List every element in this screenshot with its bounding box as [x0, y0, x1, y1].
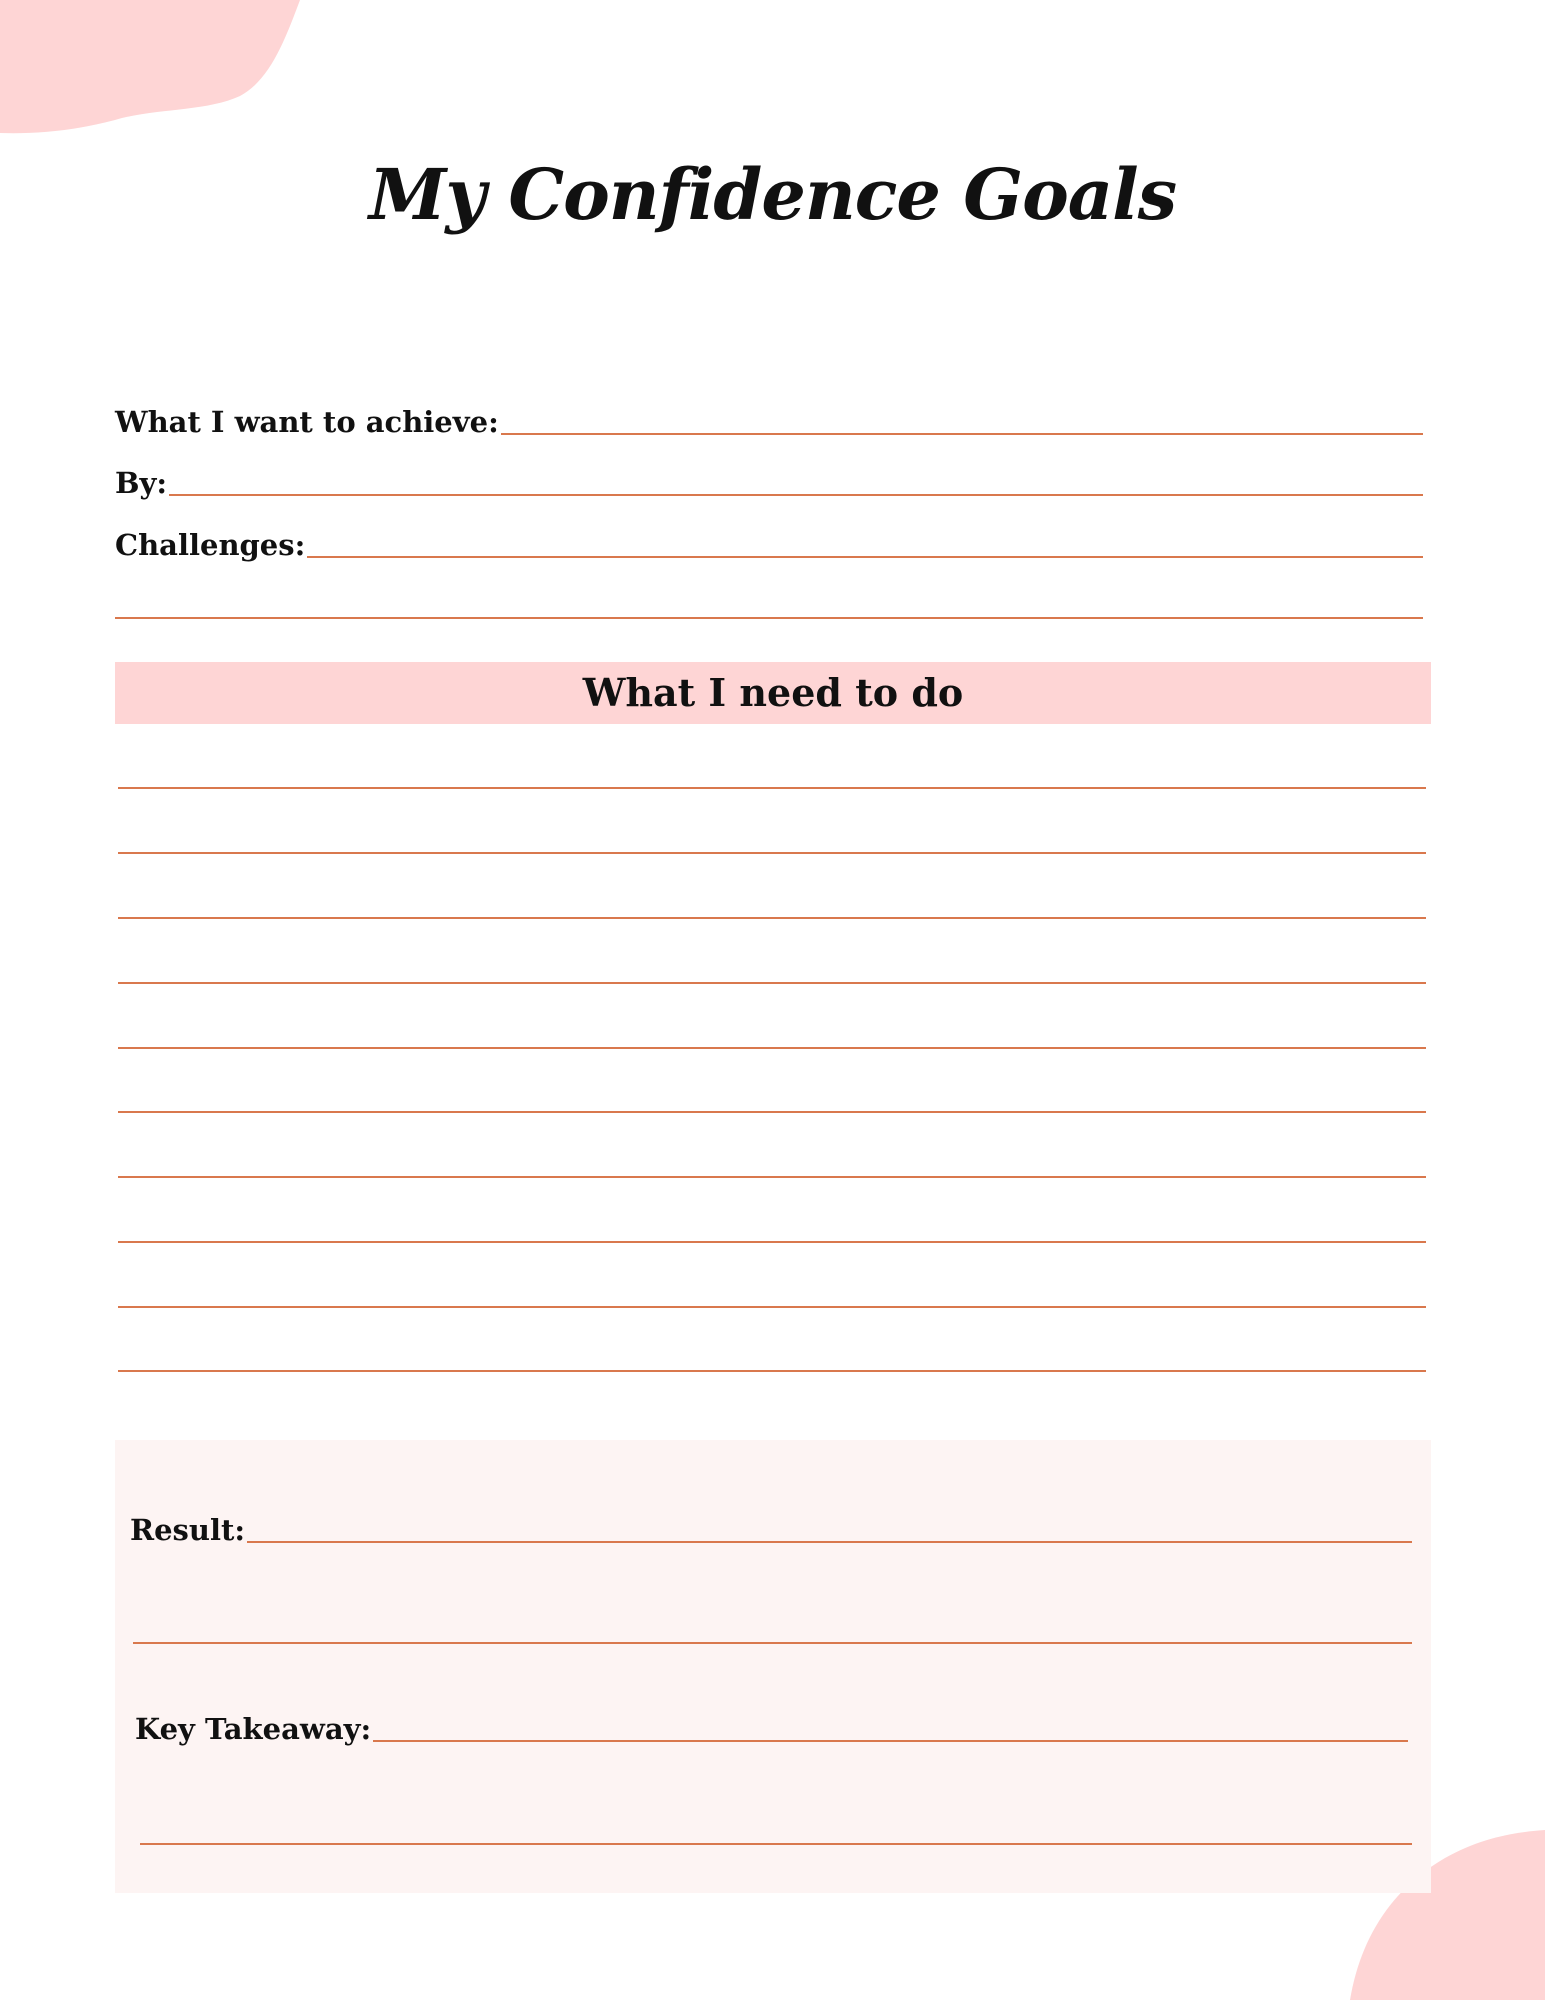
todo-heading-band	[115, 662, 1431, 724]
todo-line[interactable]	[118, 917, 1426, 919]
todo-line[interactable]	[118, 982, 1426, 984]
achieve-label: What I want to achieve:	[115, 405, 499, 439]
by-label: By:	[115, 466, 168, 500]
decorative-blob-top-left	[0, 0, 300, 135]
todo-line[interactable]	[118, 1241, 1426, 1243]
todo-line[interactable]	[118, 1370, 1426, 1372]
todo-heading: What I need to do	[582, 670, 964, 715]
result-write-line[interactable]	[247, 1541, 1412, 1543]
takeaway-write-line[interactable]	[373, 1740, 1408, 1742]
result-label: Result:	[130, 1513, 246, 1547]
page-title: My Confidence Goals	[368, 153, 1177, 236]
by-field[interactable]	[115, 466, 1423, 500]
todo-line[interactable]	[118, 787, 1426, 789]
challenges-field[interactable]	[115, 528, 1423, 562]
result-field[interactable]	[130, 1513, 1412, 1547]
takeaway-field[interactable]	[135, 1712, 1408, 1746]
todo-line[interactable]	[118, 1047, 1426, 1049]
todo-line[interactable]	[118, 1306, 1426, 1308]
todo-line[interactable]	[118, 1176, 1426, 1178]
todo-line[interactable]	[118, 1111, 1426, 1113]
result-extra-line[interactable]	[133, 1642, 1412, 1644]
review-panel	[115, 1440, 1431, 1893]
todo-line[interactable]	[118, 852, 1426, 854]
by-write-line[interactable]	[169, 494, 1423, 496]
achieve-field[interactable]	[115, 405, 1423, 439]
challenges-label: Challenges:	[115, 528, 306, 562]
challenges-extra-line[interactable]	[115, 617, 1423, 619]
achieve-write-line[interactable]	[501, 433, 1423, 435]
challenges-write-line[interactable]	[307, 556, 1423, 558]
takeaway-label: Key Takeaway:	[135, 1712, 372, 1746]
takeaway-extra-line[interactable]	[140, 1843, 1412, 1845]
